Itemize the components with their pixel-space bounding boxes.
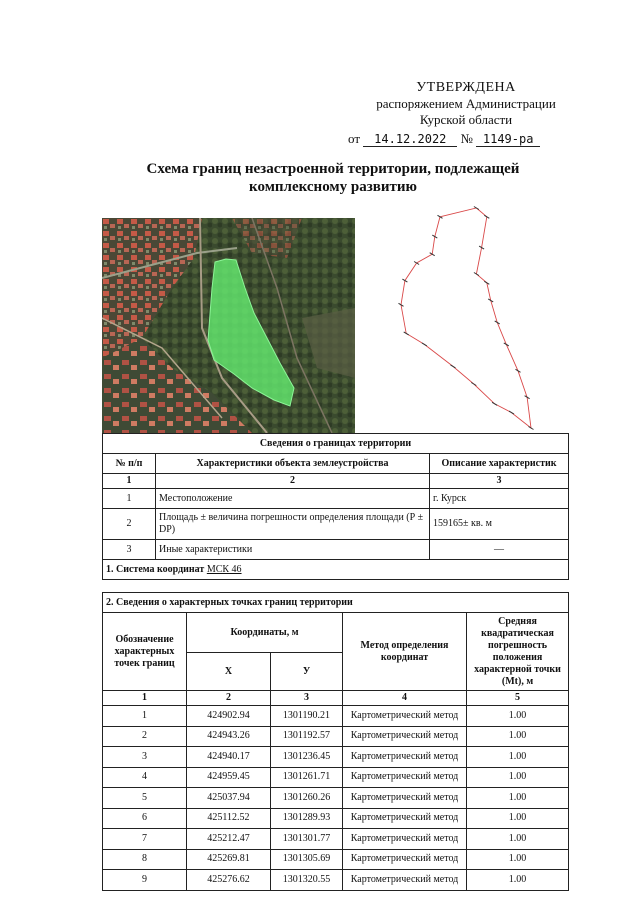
point-x: 425212.47 (187, 829, 271, 850)
point-y: 1301320.55 (271, 870, 343, 891)
territory-info-title: Сведения о границах территории (103, 434, 569, 454)
point-method: Картометрический метод (343, 767, 467, 788)
table-row (103, 726, 569, 747)
point-x: 425112.52 (187, 808, 271, 829)
point-number: 5 (103, 788, 187, 809)
row-name: Местоположение (156, 489, 430, 509)
row-number: 3 (103, 540, 156, 560)
point-y: 1301192.57 (271, 726, 343, 747)
column-number-4: 4 (343, 691, 467, 706)
territory-info-table (102, 433, 569, 580)
row-number: 2 (103, 509, 156, 540)
point-error: 1.00 (467, 747, 569, 768)
point-method: Картометрический метод (343, 706, 467, 727)
point-method: Картометрический метод (343, 829, 467, 850)
point-error: 1.00 (467, 726, 569, 747)
point-x: 424959.45 (187, 767, 271, 788)
approval-line-2: Курской области (419, 112, 513, 127)
point-error: 1.00 (467, 788, 569, 809)
approval-block (348, 80, 584, 147)
table-row (103, 849, 569, 870)
boundary-point-mark (422, 343, 427, 346)
boundary-point-mark (451, 365, 456, 368)
point-number: 7 (103, 829, 187, 850)
table-row (103, 808, 569, 829)
point-y: 1301289.93 (271, 808, 343, 829)
point-x: 425037.94 (187, 788, 271, 809)
boundary-point-mark (471, 383, 476, 386)
header-characteristics: Характеристики объекта землеустройства (156, 454, 430, 474)
point-error: 1.00 (467, 767, 569, 788)
approval-number: 1149-ра (476, 132, 540, 147)
point-y: 1301260.26 (271, 788, 343, 809)
point-error: 1.00 (467, 849, 569, 870)
point-number: 1 (103, 706, 187, 727)
point-method: Картометрический метод (343, 808, 467, 829)
table-row (103, 767, 569, 788)
point-number: 3 (103, 747, 187, 768)
header-error: Средняя квадратическая погрешность положения характерной точки (Mt), м (467, 613, 569, 691)
point-x: 425269.81 (187, 849, 271, 870)
header-description: Описание характеристик (430, 454, 569, 474)
table-row (103, 540, 569, 560)
approval-date: 14.12.2022 (363, 132, 457, 147)
point-method: Картометрический метод (343, 788, 467, 809)
number-sign: № (460, 131, 473, 146)
points-section-title: 2. Сведения о характерных точках границ территории (103, 593, 569, 613)
column-number-2: 2 (156, 474, 430, 489)
point-method: Картометрический метод (343, 747, 467, 768)
point-y: 1301305.69 (271, 849, 343, 870)
row-number: 1 (103, 489, 156, 509)
point-y: 1301236.45 (271, 747, 343, 768)
boundary-outline-diagram (396, 203, 536, 433)
document-title: Схема границ незастроенной территории, подлежащей комплексному развитию (146, 161, 520, 195)
point-method: Картометрический метод (343, 849, 467, 870)
table-row (103, 788, 569, 809)
column-number-3: 3 (271, 691, 343, 706)
coord-system-label: 1. Система координат (106, 563, 205, 575)
point-x: 424943.26 (187, 726, 271, 747)
table-row (103, 509, 569, 540)
row-value: г. Курск (430, 489, 569, 509)
boundary-outline (401, 208, 531, 428)
table-row (103, 706, 569, 727)
point-error: 1.00 (467, 870, 569, 891)
point-y: 1301190.21 (271, 706, 343, 727)
table-row (103, 829, 569, 850)
header-y: У (271, 653, 343, 691)
point-y: 1301261.71 (271, 767, 343, 788)
header-number: № п/п (103, 454, 156, 474)
column-number-2: 2 (187, 691, 271, 706)
point-method: Картометрический метод (343, 726, 467, 747)
point-method: Картометрический метод (343, 870, 467, 891)
point-x: 425276.62 (187, 870, 271, 891)
approval-line-1: распоряжением Администрации (376, 96, 556, 111)
header-x: Х (187, 653, 271, 691)
point-number: 9 (103, 870, 187, 891)
satellite-map (102, 218, 355, 433)
column-number-1: 1 (103, 691, 187, 706)
approval-date-line (348, 131, 584, 147)
table-row (103, 747, 569, 768)
approval-heading: УТВЕРЖДЕНА (416, 80, 516, 95)
from-label: от (348, 131, 361, 146)
column-number-5: 5 (467, 691, 569, 706)
row-name: Иные характеристики (156, 540, 430, 560)
boundary-point-mark (492, 402, 497, 405)
point-number: 4 (103, 767, 187, 788)
row-value: 159165± кв. м (430, 509, 569, 540)
header-designation: Обозначение характерных точек границ (103, 613, 187, 691)
row-name: Площадь ± величина погрешности определения площади (Р ± DP) (156, 509, 430, 540)
point-x: 424902.94 (187, 706, 271, 727)
point-number: 6 (103, 808, 187, 829)
boundary-point-mark (509, 411, 514, 414)
row-value: — (430, 540, 569, 560)
point-error: 1.00 (467, 829, 569, 850)
points-table (102, 592, 569, 891)
point-number: 8 (103, 849, 187, 870)
table-row (103, 489, 569, 509)
point-y: 1301301.77 (271, 829, 343, 850)
coord-system-value: МСК 46 (206, 563, 242, 575)
coord-system-row (103, 560, 569, 580)
point-error: 1.00 (467, 706, 569, 727)
point-number: 2 (103, 726, 187, 747)
column-number-1: 1 (103, 474, 156, 489)
header-coordinates: Координаты, м (187, 613, 343, 653)
table-row (103, 870, 569, 891)
header-method: Метод определения координат (343, 613, 467, 691)
point-error: 1.00 (467, 808, 569, 829)
point-x: 424940.17 (187, 747, 271, 768)
column-number-3: 3 (430, 474, 569, 489)
